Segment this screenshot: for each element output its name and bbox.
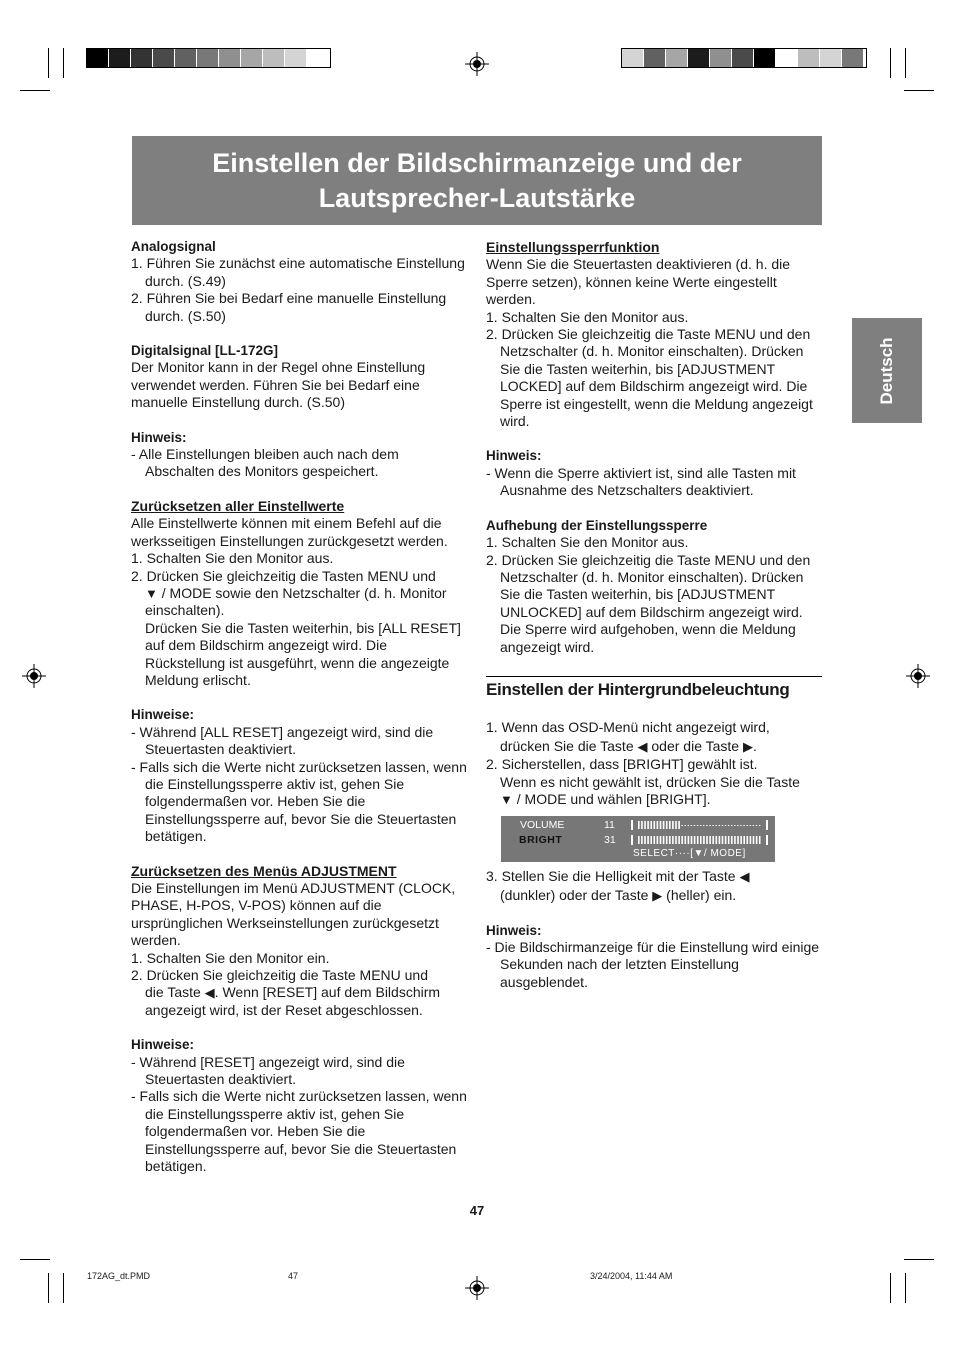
page-title <box>132 136 822 225</box>
page-title-line2: Lautsprecher-Lautstärke <box>318 182 636 213</box>
paragraph: Der Monitor kann in der Regel ohne Einstellung verwendet werden. Führen Sie bei Bedarf eine manuelle Einstellung durch. (S.50) <box>131 359 426 411</box>
crop-mark <box>904 90 934 91</box>
note-item: - Falls sich die Werte nicht zurücksetzen lassen, wenn die Einstellungssperre aktiv ist, gehen Sie folgendermaßen vor. Heben Sie die Einstellungssperre auf, bevor Sie die Steuertasten betätigen. <box>131 758 467 845</box>
color-bar-right <box>621 48 867 68</box>
section-heading: Zurücksetzen des Menüs ADJUSTMENT <box>131 862 397 879</box>
list-item-text: (heller) ein. <box>666 886 737 903</box>
note-heading: Hinweis: <box>486 922 542 938</box>
note-item: - Die Bildschirmanzeige für die Einstellung wird einige Sekunden nach der letzten Einstellung ausgeblendet. <box>486 938 820 990</box>
list-item-text: / MODE und wählen [BRIGHT]. <box>516 791 711 808</box>
right-column <box>486 239 822 991</box>
left-arrow-icon: ◀ <box>739 868 750 884</box>
note-item: - Alle Einstellungen bleiben auch nach dem Abschalten des Monitors gespeichert. <box>131 446 399 480</box>
section-divider <box>486 676 822 677</box>
list-item: 1. Schalten Sie den Monitor aus. <box>486 308 689 325</box>
note-item: - Falls sich die Werte nicht zurücksetzen lassen, wenn die Einstellungssperre aktiv ist, gehen Sie folgendermaßen vor. Heben Sie die Einstellungssperre auf, bevor Sie die Steuertasten betätigen. <box>131 1088 467 1175</box>
list-item <box>486 867 822 905</box>
osd-volume-label: VOLUME <box>520 819 565 831</box>
list-item: 2. Drücken Sie gleichzeitig die Taste MENU und den Netzschalter (d. h. Monitor einschalten). Drücken Sie die Tasten weiterhin, bis [ADJUSTMENT UNLOCKED] auf dem Bildschirm angezeigt wird. Die Sperre wird aufgehoben, wenn die Meldung angezeigt wird. <box>486 551 811 655</box>
color-bar-left <box>86 48 331 68</box>
osd-volume-bar <box>631 820 769 831</box>
note-item: - Während [ALL RESET] angezeigt wird, sind die Steuertasten deaktiviert. <box>131 723 434 758</box>
footer-file: 172AG_dt.PMD <box>87 1271 151 1281</box>
section-heading: Zurücksetzen aller Einstellwerte <box>131 497 345 514</box>
paragraph: Alle Einstellwerte können mit einem Befehl auf die werksseitigen Einstellungen zurückgesetzt werden. <box>131 515 448 549</box>
list-item <box>131 967 467 1019</box>
left-arrow-icon: ◀ <box>204 985 215 1001</box>
registration-mark-icon <box>22 664 46 688</box>
osd-bright-value: 31 <box>604 834 616 846</box>
list-item-text: Wenn es nicht gewählt ist, drücken Sie die Taste <box>500 773 800 790</box>
list-item-text: / MODE sowie den Netzschalter (d. h. Monitor einschalten). <box>145 584 447 619</box>
paragraph: Wenn Sie die Steuertasten deaktivieren (d. h. die Sperre setzen), können keine Werte eingestellt werden. <box>486 256 791 308</box>
footer-page: 47 <box>288 1271 299 1281</box>
osd-bright-label: BRIGHT <box>519 834 563 846</box>
list-item-text: 1. Wenn das OSD-Menü nicht angezeigt wird, <box>486 719 770 736</box>
section-heading: Digitalsignal [LL-172G] <box>131 343 279 359</box>
down-arrow-icon: ▼ <box>500 792 513 808</box>
list-item-text: 2. Drücken Sie gleichzeitig die Tasten MENU und <box>131 567 436 584</box>
footer-date: 3/24/2004, 11:44 AM <box>590 1271 673 1281</box>
crop-mark <box>904 1259 934 1260</box>
registration-mark-icon <box>906 664 930 688</box>
list-item: 1. Schalten Sie den Monitor aus. <box>486 534 689 551</box>
crop-mark <box>48 48 49 78</box>
list-item <box>131 568 467 690</box>
list-item <box>486 756 822 808</box>
crop-mark <box>48 1273 49 1303</box>
note-heading: Hinweis: <box>486 448 542 464</box>
list-item-text: 2. Drücken Sie gleichzeitig die Taste MENU und <box>131 967 429 984</box>
list-item: 1. Wenn das OSD-Menü nicht angezeigt wird, drücken Sie die Taste ◀ oder die Taste ▶. <box>486 719 770 755</box>
list-item-text: . Wenn [RESET] auf dem Bildschirm angezeigt wird, ist der Reset abgeschlossen. <box>145 984 441 1018</box>
list-item-text: oder die Taste <box>651 738 740 755</box>
left-column <box>131 238 467 1176</box>
list-item-text: drücken Sie die Taste <box>500 738 634 755</box>
crop-mark <box>890 48 891 78</box>
crop-mark <box>890 1273 891 1303</box>
list-item: 2. Drücken Sie gleichzeitig die Taste MENU und den Netzschalter (d. h. Monitor einschalten). Drücken Sie die Tasten weiterhin, bis [ADJUSTMENT LOCKED] auf dem Bildschirm angezeigt wird. Die Sperre ist eingestellt, wenn die Meldung angezeigt wird. <box>486 326 813 430</box>
list-item-text: 2. Sicherstellen, dass [BRIGHT] gewählt ist. <box>486 756 758 773</box>
crop-mark <box>20 90 50 91</box>
page-title-line1: Einstellen der Bildschirmanzeige und der <box>212 147 742 178</box>
note-item: - Wenn die Sperre aktiviert ist, sind alle Tasten mit Ausnahme des Netzschalters deaktiviert. <box>486 464 796 499</box>
left-arrow-icon: ◀ <box>637 739 648 755</box>
crop-mark <box>63 48 64 78</box>
section-heading: Einstellen der Hintergrundbeleuchtung <box>486 679 790 699</box>
crop-mark <box>20 1259 50 1260</box>
list-item: 2. Führen Sie bei Bedarf eine manuelle Einstellung durch. (S.50) <box>131 290 447 324</box>
right-arrow-icon: ▶ <box>652 887 663 903</box>
note-heading: Hinweise: <box>131 1037 195 1053</box>
osd-menu-illustration <box>501 816 775 862</box>
crop-mark <box>905 48 906 78</box>
list-item-text: (dunkler) oder der Taste <box>500 886 649 903</box>
paragraph: Die Einstellungen im Menü ADJUSTMENT (CLOCK, PHASE, H-POS, V-POS) können auf die ursprünglichen Werkseinstellungen zurückgesetzt werden. <box>131 880 456 949</box>
section-heading: Analogsignal <box>131 239 216 254</box>
list-item: 1. Führen Sie zunächst eine automatische Einstellung durch. (S.49) <box>131 255 465 289</box>
osd-volume-value: 11 <box>604 819 615 831</box>
language-tab-label: Deutsch <box>877 336 896 405</box>
osd-bright-bar <box>631 835 769 846</box>
osd-select-hint: SELECT····[▼/ MODE] <box>633 848 746 859</box>
crop-mark <box>63 1273 64 1303</box>
section-heading: Einstellungssperrfunktion <box>486 239 660 255</box>
list-item-text: Drücken Sie die Tasten weiterhin, bis [ALL RESET] auf dem Bildschirm angezeigt wird. Die Rückstellung ist ausgeführt, wenn die angezeigte Meldung erlischt. <box>145 619 461 688</box>
registration-mark-icon <box>465 1276 489 1300</box>
down-arrow-icon: ▼ <box>145 585 158 601</box>
language-tab <box>852 318 922 423</box>
note-item: - Während [RESET] angezeigt wird, sind die Steuertasten deaktiviert. <box>131 1053 405 1088</box>
right-arrow-icon: ▶ <box>742 739 753 755</box>
note-heading: Hinweis: <box>131 429 187 445</box>
list-item: 1. Schalten Sie den Monitor aus. <box>131 550 334 567</box>
list-item-text: 3. Stellen Sie die Helligkeit mit der Taste <box>486 867 736 884</box>
section-heading: Aufhebung der Einstellungssperre <box>486 517 708 533</box>
note-heading: Hinweise: <box>131 707 195 723</box>
page-number: 47 <box>469 1203 485 1218</box>
list-item: 1. Schalten Sie den Monitor ein. <box>131 949 330 966</box>
registration-mark-icon <box>465 52 489 76</box>
crop-mark <box>905 1273 906 1303</box>
list-item-text: die Taste <box>145 984 201 1001</box>
